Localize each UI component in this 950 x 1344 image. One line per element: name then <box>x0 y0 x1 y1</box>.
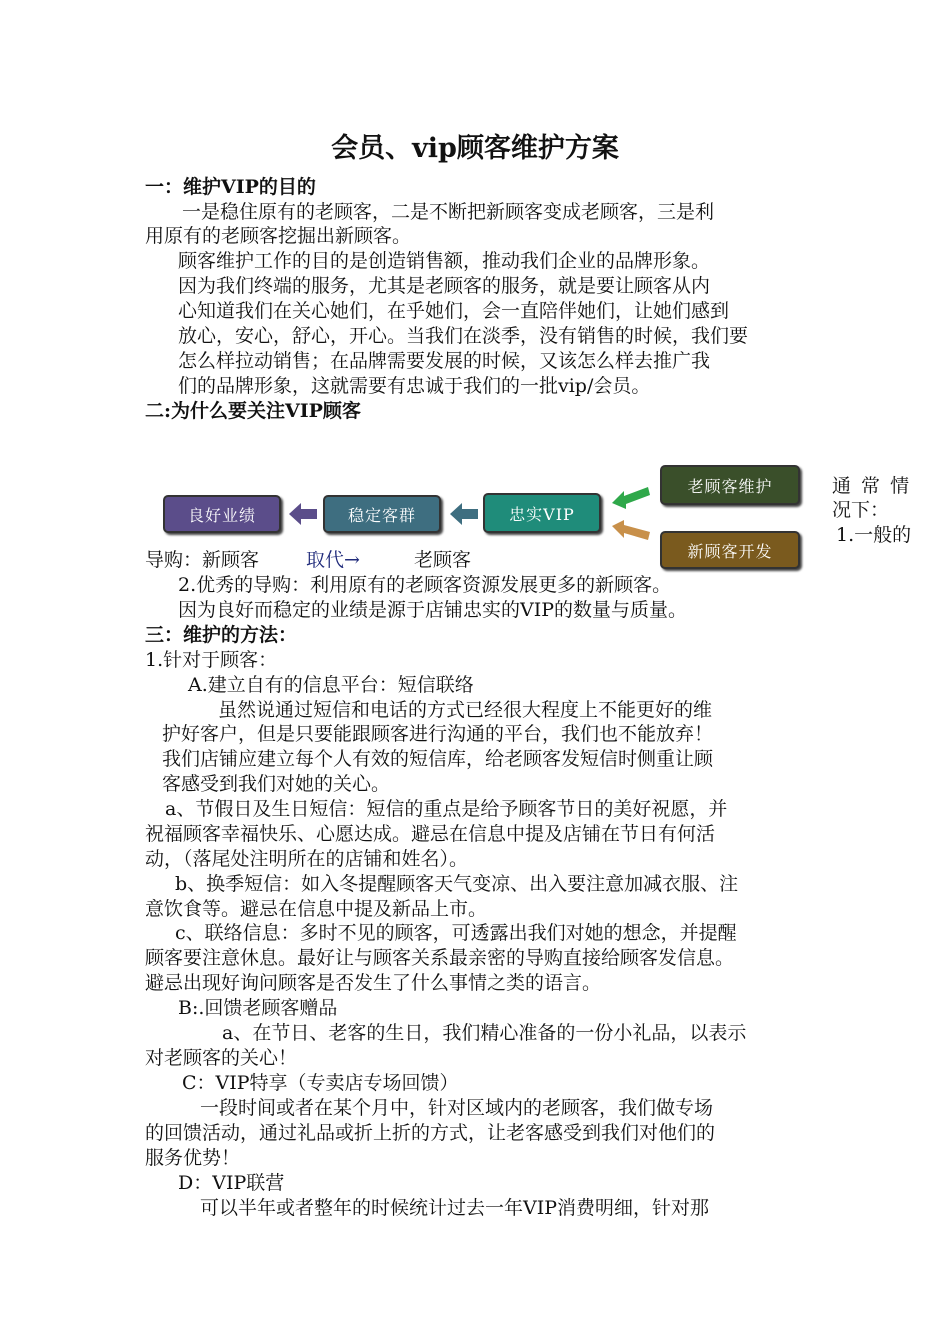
side-text: 况下： <box>832 499 890 521</box>
section-1-heading: 一：维护VIP的目的 <box>145 176 316 198</box>
arrow-left-icon <box>289 503 317 525</box>
paragraph-line: 因为良好而稳定的业绩是源于店铺忠实的VIP的数量与质量。 <box>178 599 688 621</box>
section-3-heading: 三：维护的方法： <box>145 624 298 646</box>
paragraph-line: 1.针对于顾客： <box>145 649 278 671</box>
paragraph-line: 虽然说通过短信和电话的方式已经很大程度上不能更好的维 <box>218 699 713 721</box>
page-title: 会员、vip顾客维护方案 <box>331 133 619 164</box>
paragraph-line: 可以半年或者整年的时候统计过去一年VIP消费明细，针对那 <box>200 1197 710 1219</box>
paragraph-line: 老顾客 <box>414 549 472 571</box>
diagram-box-good-performance: 良好业绩 <box>163 495 281 533</box>
paragraph-line: a、节假日及生日短信：短信的重点是给予顾客节日的美好祝愿，并 <box>165 798 728 820</box>
arrow-up-left-icon <box>612 520 650 542</box>
paragraph-line: 顾客要注意休息。最好让与顾客关系最亲密的导购直接给顾客发信息。 <box>145 947 735 969</box>
paragraph-line: b、换季短信：如入冬提醒顾客天气变凉、出入要注意加减衣服、注 <box>175 873 739 895</box>
paragraph-line: 意饮食等。避忌在信息中提及新品上市。 <box>145 898 488 920</box>
diagram-box-loyal-vip: 忠实VIP <box>483 493 601 533</box>
section-2-heading: 二:为什么要关注VIP顾客 <box>145 400 361 422</box>
paragraph-line: 导购：新顾客 <box>145 549 260 571</box>
subheading-d: D：VIP联营 <box>178 1172 285 1194</box>
diagram-box-stable-customers: 稳定客群 <box>323 495 441 533</box>
arrow-down-left-icon <box>612 487 650 509</box>
paragraph-line: 避忌出现好询问顾客是否发生了什么事情之类的语言。 <box>145 972 602 994</box>
paragraph-line: 一是稳住原有的老顾客，二是不断把新顾客变成老顾客，三是利 <box>182 201 715 223</box>
paragraph-line: 用原有的老顾客挖掘出新顾客。 <box>145 225 412 247</box>
side-text: 通 常 情 <box>832 475 912 497</box>
paragraph-line: a、在节日、老客的生日，我们精心准备的一份小礼品，以表示 <box>222 1022 747 1044</box>
paragraph-line: 的回馈活动，通过礼品或折上折的方式，让老客感受到我们对他们的 <box>145 1122 716 1144</box>
subheading-c: C：VIP特享（专卖店专场回馈） <box>182 1072 459 1094</box>
paragraph-line: 因为我们终端的服务，尤其是老顾客的服务，就是要让顾客从内 <box>178 275 711 297</box>
diagram-box-old-customer-maintenance: 老顾客维护 <box>660 465 800 505</box>
paragraph-line: 心知道我们在关心她们，在乎她们，会一直陪伴她们，让她们感到 <box>178 300 730 322</box>
side-text: 1.一般的 <box>836 524 912 546</box>
paragraph-line: 怎么样拉动销售；在品牌需要发展的时候，又该怎么样去推广我 <box>178 350 711 372</box>
paragraph-line: 服务优势！ <box>145 1147 241 1169</box>
diagram-box-new-customer-development: 新顾客开发 <box>660 531 800 569</box>
paragraph-line: 2.优秀的导购：利用原有的老顾客资源发展更多的新顾客。 <box>178 574 672 596</box>
replace-arrow-text: 取代→ <box>306 549 360 571</box>
arrow-left-icon <box>450 503 478 525</box>
paragraph-line: 们的品牌形象，这就需要有忠诚于我们的一批vip/会员。 <box>178 375 651 397</box>
subheading-b: B:.回馈老顾客赠品 <box>178 997 338 1019</box>
paragraph-line: 一段时间或者在某个月中，针对区域内的老顾客，我们做专场 <box>200 1097 714 1119</box>
paragraph-line: 祝福顾客幸福快乐、心愿达成。避忌在信息中提及店铺在节日有何活 <box>145 823 716 845</box>
paragraph-line: c、联络信息：多时不见的顾客，可透露出我们对她的想念，并提醒 <box>175 922 737 944</box>
paragraph-line: 护好客户，但是只要能跟顾客进行沟通的平台，我们也不能放弃！ <box>162 723 714 745</box>
paragraph-line: 对老顾客的关心！ <box>145 1047 298 1069</box>
paragraph-line: 动，（落尾处注明所在的店铺和姓名）。 <box>145 848 469 870</box>
paragraph-line: 顾客维护工作的目的是创造销售额，推动我们企业的品牌形象。 <box>178 250 711 272</box>
paragraph-line: 客感受到我们对她的关心。 <box>162 773 391 795</box>
paragraph-line: 我们店铺应建立每个人有效的短信库，给老顾客发短信时侧重让顾 <box>162 748 714 770</box>
subheading-a: A.建立自有的信息平台：短信联络 <box>188 674 474 696</box>
paragraph-line: 放心，安心，舒心，开心。当我们在淡季，没有销售的时候，我们要 <box>178 325 749 347</box>
